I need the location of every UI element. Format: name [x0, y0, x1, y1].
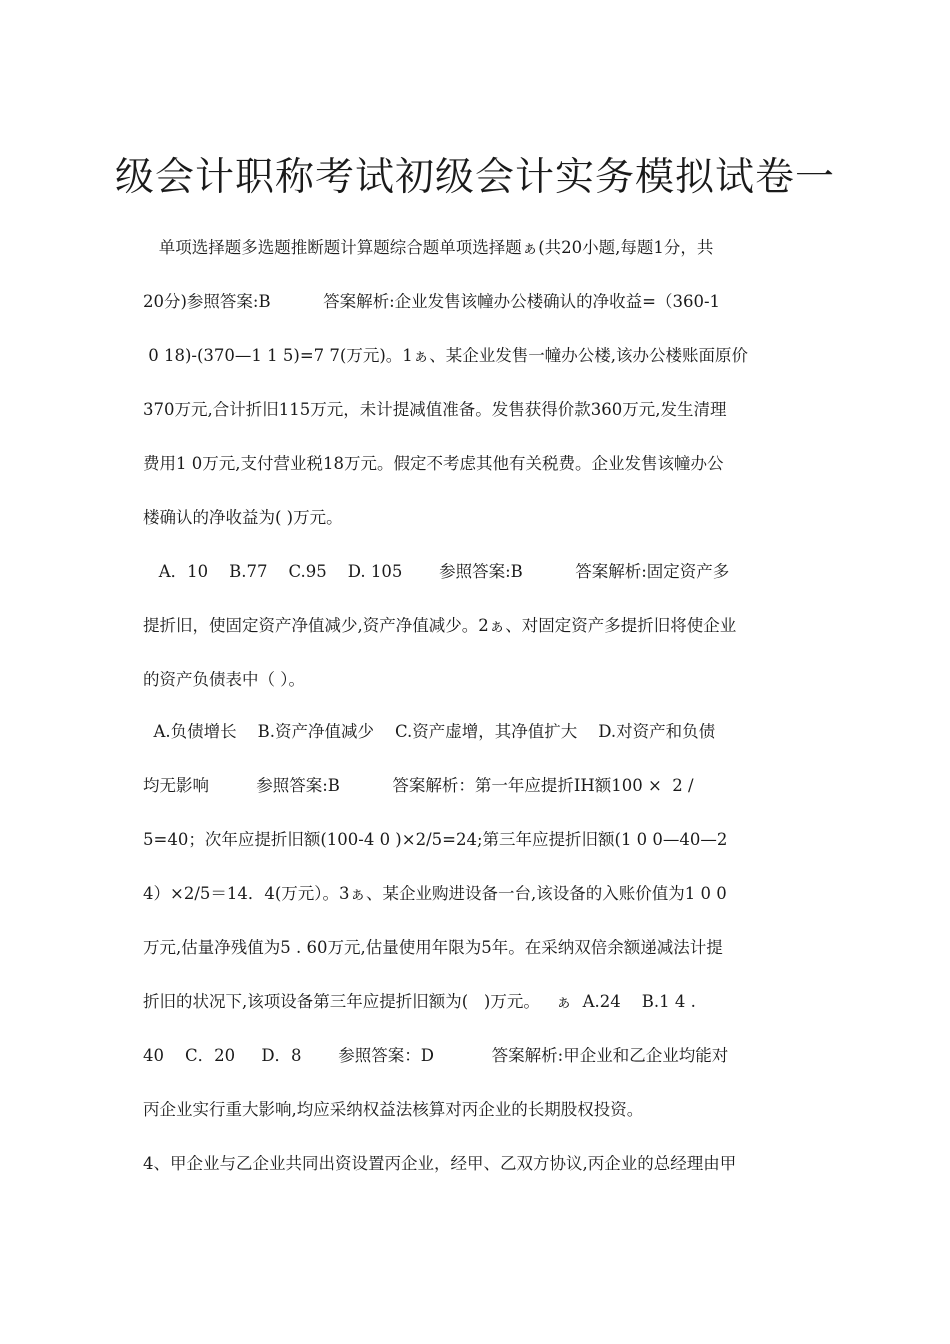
body-line-2: 20分)参照答案:B 答案解析:企业发售该幢办公楼确认的净收益=（360-1 [143, 292, 721, 311]
body-line-11: 均无影响 参照答案:B 答案解析：第一年应提折IH额100 × 2 / [143, 776, 694, 795]
body-line-9: 的资产负债表中（ ）。 [143, 670, 305, 689]
body-line-16: 40 C．20 D．8 参照答案：D 答案解析:甲企业和乙企业均能对 [143, 1046, 729, 1065]
document-title: 级会计职称考试初级会计实务模拟试卷一 [114, 155, 835, 201]
body-line-8: 提折旧，使固定资产净值减少,资产净值减少。2ぁ、对固定资产多提折旧将使企业 [143, 616, 737, 635]
body-line-4: 370万元,合计折旧115万元，未计提减值准备。发售获得价款360万元,发生清理 [143, 400, 727, 419]
body-line-13: 4）×2/5＝14．4(万元）。3ぁ、某企业购进设备一台,该设备的入账价值为1 0 0 [143, 884, 727, 903]
body-line-10: A.负债增长 B.资产净值减少 C.资产虚增，其净值扩大 D.对资产和负债 [143, 722, 716, 741]
body-line-17: 丙企业实行重大影响,均应采纳权益法核算对丙企业的长期股权投资。 [143, 1100, 644, 1119]
body-line-18: 4、甲企业与乙企业共同出资设置丙企业，经甲、乙双方协议,丙企业的总经理由甲 [143, 1154, 737, 1173]
body-line-15: 折旧的状况下,该项设备第三年应提折旧额为( )万元。 ぁ A.24 B.1 4 . [143, 992, 696, 1011]
body-line-5: 费用1 0万元,支付营业税18万元。假定不考虑其他有关税费。企业发售该幢办公 [143, 454, 724, 473]
body-line-1: 单项选择题多选题推断题计算题综合题单项选择题ぁ(共20小题,每题1分，共 [143, 238, 714, 257]
body-line-12: 5=40；次年应提折旧额(100-4 0 )×2/5=24;第三年应提折旧额(1 0 0—40—2 [143, 830, 728, 849]
body-line-3: 0 18)-(370—1 1 5)=7 7(万元)。1ぁ、某企业发售一幢办公楼,该办公楼账面原价 [143, 346, 749, 365]
body-line-6: 楼确认的净收益为( )万元。 [143, 508, 343, 527]
body-line-7: A．10 B.77 C.95 D. 105 参照答案:B 答案解析:固定资产多 [143, 562, 730, 581]
body-line-14: 万元,估量净残值为5 . 60万元,估量使用年限为5年。在采纳双倍余额递减法计提 [143, 938, 723, 957]
